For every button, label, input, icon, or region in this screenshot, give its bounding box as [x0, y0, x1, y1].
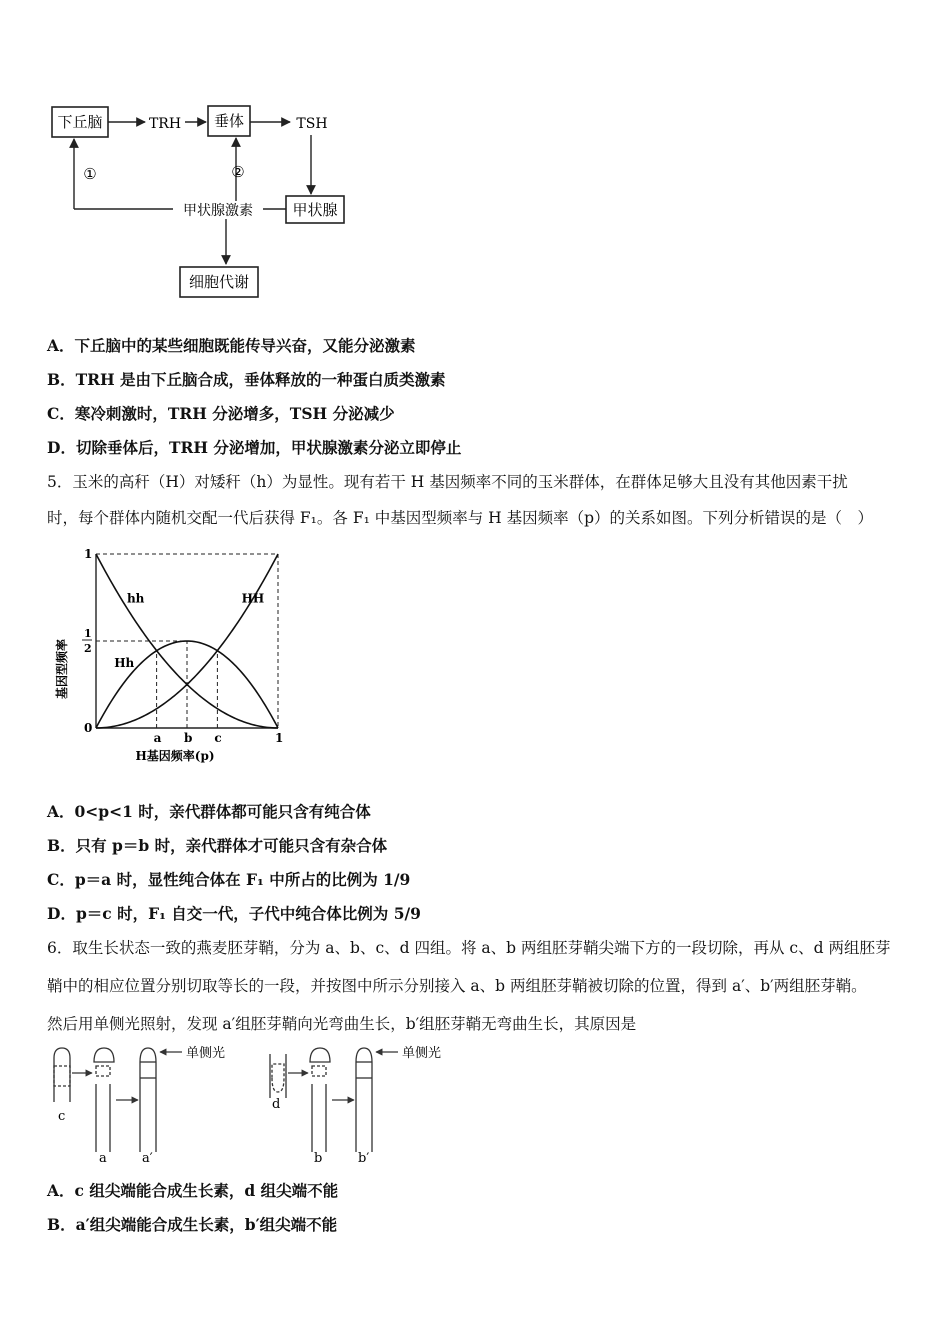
q4-option-b: B．TRH 是由下丘脑合成，垂体释放的一种蛋白质类激素	[47, 370, 446, 389]
coleoptile-a	[94, 1048, 114, 1152]
q5-option-c: C．p＝a 时，显性纯合体在 F₁ 中所占的比例为 1/9	[47, 870, 411, 889]
series-label-Hh: Hh	[114, 656, 135, 671]
cell-metabolism-label: 细胞代谢	[188, 273, 250, 291]
q5-stem-line2: 时，每个群体内随机交配一代后获得 F₁。各 F₁ 中基因型频率与 H 基因频率（p）的关系如图。下列分析错误的是（ ）	[47, 509, 874, 527]
x-tick-0: 0	[84, 721, 93, 735]
label-d: d	[272, 1097, 281, 1112]
q5-option-b: B．只有 p＝b 时，亲代群体才可能只含有杂合体	[47, 836, 388, 855]
light-label-left: 单侧光	[186, 1046, 226, 1061]
label-b: b	[314, 1151, 323, 1165]
coleoptile-diagram	[48, 1040, 468, 1165]
coleoptile-a-prime	[140, 1048, 156, 1152]
pituitary-label: 垂体	[213, 112, 245, 130]
q6-stem-line3: 然后用单侧光照射，发现 a′组胚芽鞘向光弯曲生长，b′组胚芽鞘无弯曲生长，其原因是	[47, 1015, 637, 1033]
series-label-HH: HH	[241, 591, 265, 606]
q6-stem-line1: 6．取生长状态一致的燕麦胚芽鞘，分为 a、b、c、d 四组。将 a、b 两组胚芽鞘尖端下方的一段切除，再从 c、d 两组胚芽	[47, 939, 891, 957]
feedback-label-1: ①	[83, 165, 97, 183]
thyroid-hormone-label: 甲状腺激素	[183, 203, 253, 219]
label-c: c	[58, 1109, 66, 1124]
y-axis-title: 基因型频率	[55, 638, 69, 700]
x-axis-title: H基因频率(p)	[135, 749, 215, 763]
hormone-regulation-diagram	[40, 95, 370, 310]
light-label-right: 单侧光	[402, 1046, 442, 1061]
series-label-hh: hh	[126, 591, 145, 606]
trh-label: TRH	[148, 116, 182, 132]
y-tick-half-den: 2	[84, 642, 92, 655]
y-tick-half-num: 1	[84, 627, 92, 640]
thyroid-label: 甲状腺	[292, 201, 338, 219]
q5-option-d: D．p＝c 时，F₁ 自交一代，子代中纯合体比例为 5/9	[47, 904, 421, 923]
coleoptile-d	[270, 1054, 286, 1098]
q6-option-a: A．c 组尖端能合成生长素，d 组尖端不能	[47, 1181, 339, 1200]
x-tick-b: b	[184, 731, 193, 745]
genotype-frequency-chart	[48, 540, 298, 770]
q4-option-c: C．寒冷刺激时，TRH 分泌增多，TSH 分泌减少	[47, 404, 395, 423]
q6-stem-line2: 鞘中的相应位置分别切取等长的一段，并按图中所示分别接入 a、b 两组胚芽鞘被切除的位置，得到 a′、b′两组胚芽鞘。	[47, 977, 867, 995]
label-b-prime: b′	[358, 1151, 370, 1165]
x-tick-a: a	[153, 731, 162, 745]
x-tick-c: c	[214, 731, 222, 745]
q6-option-b: B．a′组尖端能合成生长素，b′组尖端不能	[47, 1215, 338, 1234]
coleoptile-c	[54, 1048, 70, 1102]
label-a: a	[99, 1151, 107, 1165]
y-tick-1: 1	[84, 547, 93, 561]
q4-option-d: D．切除垂体后，TRH 分泌增加，甲状腺激素分泌立即停止	[47, 438, 462, 457]
q5-option-a: A．0<p<1 时，亲代群体都可能只含有纯合体	[47, 802, 371, 821]
coleoptile-b-prime	[356, 1048, 372, 1152]
tsh-label: TSH	[296, 116, 328, 132]
hypothalamus-label: 下丘脑	[57, 113, 103, 131]
label-a-prime: a′	[142, 1151, 153, 1165]
coleoptile-b	[310, 1048, 330, 1152]
feedback-label-2: ②	[231, 163, 245, 181]
x-tick-1: 1	[275, 731, 284, 745]
q5-stem-line1: 5．玉米的高秆（H）对矮秆（h）为显性。现有若干 H 基因频率不同的玉米群体，在群体足够大且没有其他因素干扰	[47, 473, 848, 491]
q4-option-a: A．下丘脑中的某些细胞既能传导兴奋，又能分泌激素	[47, 336, 416, 355]
